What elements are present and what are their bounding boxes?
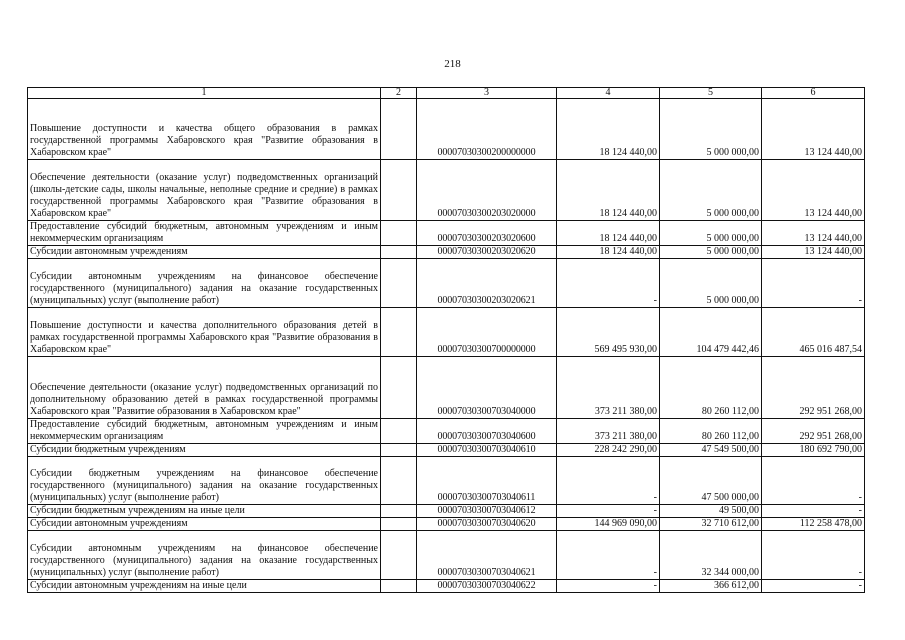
page-number: 218	[444, 58, 461, 70]
table-row	[28, 457, 865, 505]
row-value-col4: 228 242 290,00	[557, 444, 660, 457]
table-row	[28, 308, 865, 357]
row-name-cell: Обеспечение деятельности (оказание услуг) подведомственных организаций по дополнительному образованию детей в рамках государственной программы Хабаровского края "Развитие образования в Хабаровском крае"	[28, 357, 381, 419]
row-value-col6: 13 124 440,00	[762, 221, 865, 246]
table-row	[28, 518, 865, 531]
row-col2-cell	[381, 357, 417, 419]
row-col2-cell	[381, 308, 417, 357]
row-value-col5: 32 710 612,00	[660, 518, 762, 531]
row-value-col6: -	[762, 259, 865, 308]
row-col2-cell	[381, 259, 417, 308]
row-value-col5: 104 479 442,46	[660, 308, 762, 357]
row-code-cell: 00007030300703040611	[417, 457, 557, 505]
table-row	[28, 259, 865, 308]
table-row	[28, 419, 865, 444]
row-code-cell: 00007030300203020621	[417, 259, 557, 308]
row-col2-cell	[381, 99, 417, 160]
row-value-col4: -	[557, 580, 660, 593]
row-col2-cell	[381, 221, 417, 246]
row-value-col5: 5 000 000,00	[660, 221, 762, 246]
table-row	[28, 580, 865, 593]
row-code-cell: 00007030300203020600	[417, 221, 557, 246]
row-code-cell: 00007030300703040610	[417, 444, 557, 457]
table-row	[28, 160, 865, 221]
header-cell: 6	[762, 88, 865, 99]
table-row	[28, 531, 865, 580]
header-cell: 2	[381, 88, 417, 99]
row-value-col6: 292 951 268,00	[762, 419, 865, 444]
row-value-col6: 465 016 487,54	[762, 308, 865, 357]
row-value-col4: -	[557, 259, 660, 308]
row-value-col6: 13 124 440,00	[762, 99, 865, 160]
row-name-cell: Субсидии автономным учреждениям	[28, 246, 381, 259]
row-value-col4: -	[557, 505, 660, 518]
row-value-col6: -	[762, 505, 865, 518]
row-col2-cell	[381, 444, 417, 457]
table-row	[28, 99, 865, 160]
row-value-col5: 5 000 000,00	[660, 160, 762, 221]
row-value-col6: 112 258 478,00	[762, 518, 865, 531]
row-value-col5: 49 500,00	[660, 505, 762, 518]
row-value-col6: 13 124 440,00	[762, 246, 865, 259]
table-row	[28, 505, 865, 518]
header-row	[28, 88, 865, 99]
row-value-col6: 292 951 268,00	[762, 357, 865, 419]
row-col2-cell	[381, 457, 417, 505]
row-value-col6: 180 692 790,00	[762, 444, 865, 457]
row-code-cell: 00007030300203020000	[417, 160, 557, 221]
row-value-col5: 80 260 112,00	[660, 419, 762, 444]
row-value-col5: 5 000 000,00	[660, 259, 762, 308]
row-col2-cell	[381, 505, 417, 518]
row-value-col6: -	[762, 531, 865, 580]
row-value-col4: 18 124 440,00	[557, 246, 660, 259]
row-value-col5: 47 549 500,00	[660, 444, 762, 457]
row-code-cell: 00007030300703040622	[417, 580, 557, 593]
header-cell: 1	[28, 88, 381, 99]
row-name-cell: Субсидии бюджетным учреждениям на финансовое обеспечение государственного (муниципального) задания на оказание государственных (муниципальных) услуг (выполнение работ)	[28, 457, 381, 505]
row-value-col5: 47 500 000,00	[660, 457, 762, 505]
row-col2-cell	[381, 160, 417, 221]
table-row	[28, 444, 865, 457]
row-value-col4: -	[557, 531, 660, 580]
row-name-cell: Обеспечение деятельности (оказание услуг) подведомственных организаций (школы-детские сады, школы начальные, неполные средние и средние) в рамках государственной программы Хабаровского края "Развитие образования в Хабаровском крае"	[28, 160, 381, 221]
row-value-col4: 373 211 380,00	[557, 357, 660, 419]
row-value-col4: 144 969 090,00	[557, 518, 660, 531]
row-name-cell: Субсидии автономным учреждениям на иные цели	[28, 580, 381, 593]
row-value-col5: 5 000 000,00	[660, 246, 762, 259]
header-cell: 5	[660, 88, 762, 99]
row-name-cell: Субсидии автономным учреждениям на финансовое обеспечение государственного (муниципального) задания на оказание государственных (муниципальных) услуг (выполнение работ)	[28, 531, 381, 580]
header-cell: 3	[417, 88, 557, 99]
row-name-cell: Субсидии бюджетным учреждениям на иные цели	[28, 505, 381, 518]
budget-table	[27, 87, 865, 593]
row-code-cell: 00007030300700000000	[417, 308, 557, 357]
row-name-cell: Повышение доступности и качества общего образования в рамках государственной программы Хабаровского края "Развитие образования в Хабаровском крае"	[28, 99, 381, 160]
row-value-col5: 366 612,00	[660, 580, 762, 593]
table-row	[28, 246, 865, 259]
header-cell: 4	[557, 88, 660, 99]
row-col2-cell	[381, 580, 417, 593]
row-code-cell: 00007030300703040000	[417, 357, 557, 419]
row-value-col4: 569 495 930,00	[557, 308, 660, 357]
row-value-col4: -	[557, 457, 660, 505]
row-name-cell: Субсидии бюджетным учреждениям	[28, 444, 381, 457]
row-value-col4: 18 124 440,00	[557, 221, 660, 246]
row-value-col4: 373 211 380,00	[557, 419, 660, 444]
row-code-cell: 00007030300703040621	[417, 531, 557, 580]
row-code-cell: 00007030300200000000	[417, 99, 557, 160]
row-code-cell: 00007030300703040600	[417, 419, 557, 444]
row-value-col6: -	[762, 457, 865, 505]
table-row	[28, 221, 865, 246]
row-name-cell: Субсидии автономным учреждениям	[28, 518, 381, 531]
row-value-col4: 18 124 440,00	[557, 160, 660, 221]
row-value-col6: 13 124 440,00	[762, 160, 865, 221]
row-value-col5: 32 344 000,00	[660, 531, 762, 580]
row-col2-cell	[381, 246, 417, 259]
row-name-cell: Повышение доступности и качества дополнительного образования детей в рамках государственной программы Хабаровского края "Развитие образования в Хабаровском крае"	[28, 308, 381, 357]
row-value-col5: 5 000 000,00	[660, 99, 762, 160]
row-value-col6: -	[762, 580, 865, 593]
row-value-col5: 80 260 112,00	[660, 357, 762, 419]
row-name-cell: Предоставление субсидий бюджетным, автономным учреждениям и иным некоммерческим организациям	[28, 419, 381, 444]
row-code-cell: 00007030300703040612	[417, 505, 557, 518]
row-col2-cell	[381, 518, 417, 531]
row-code-cell: 00007030300203020620	[417, 246, 557, 259]
row-col2-cell	[381, 531, 417, 580]
row-col2-cell	[381, 419, 417, 444]
row-value-col4: 18 124 440,00	[557, 99, 660, 160]
table-row	[28, 357, 865, 419]
row-name-cell: Субсидии автономным учреждениям на финансовое обеспечение государственного (муниципального) задания на оказание государственных (муниципальных) услуг (выполнение работ)	[28, 259, 381, 308]
row-code-cell: 00007030300703040620	[417, 518, 557, 531]
row-name-cell: Предоставление субсидий бюджетным, автономным учреждениям и иным некоммерческим организациям	[28, 221, 381, 246]
